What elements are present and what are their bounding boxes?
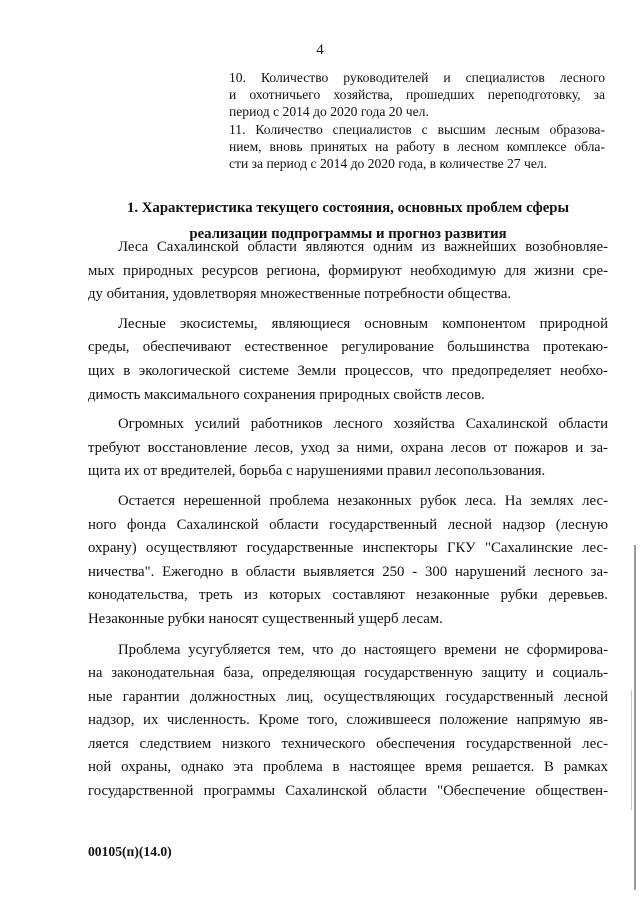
- text-line: ной охраны, однако эта проблема в настоящее время решается. В рамках: [88, 759, 608, 776]
- text-line: мых природных ресурсов региона, формируют необходимую для жизни сре-: [88, 262, 608, 279]
- text-line: на законодательная база, определяющая государственную защиту и социаль-: [88, 665, 608, 682]
- text-line: Леса Сахалинской области являются одним из важнейших возобновляе-: [118, 239, 608, 255]
- text-line: нием, вновь принятых на работу в лесном комплексе обла-: [229, 138, 605, 154]
- text-line: Лесные экосистемы, являющиеся основным компонентом природной: [118, 315, 608, 332]
- numbered-item: [229, 69, 605, 121]
- text-line: щита их от вредителей, борьба с нарушениями правил лесопользования.: [88, 463, 546, 480]
- text-line: государственной программы Сахалинской области "Обеспечение обществен-: [88, 783, 608, 800]
- text-line: и охотничьего хозяйства, прошедших переподготовку, за: [229, 87, 605, 103]
- text-line: период с 2014 до 2020 года 20 чел.: [229, 104, 429, 120]
- text-line: ные гарантии должностных лиц, осуществляющих государственный лесной: [88, 688, 608, 705]
- text-line: Проблема усугубляется тем, что до настоящего времени не сформирова-: [118, 641, 608, 658]
- text-line: 10. Количество руководителей и специалистов лесного: [229, 70, 605, 85]
- text-line: требуют восстановление лесов, уход за ними, охрана лесов от пожаров и за-: [88, 439, 608, 456]
- text-line: среды, обеспечивают естественное регулирование большинства протекаю-: [88, 339, 608, 356]
- paragraph: [88, 413, 608, 484]
- text-line: сти за период с 2014 до 2020 года, в количестве 27 чел.: [229, 156, 548, 172]
- paragraph: [88, 639, 608, 804]
- page-number: 4: [316, 42, 324, 58]
- paragraph: [88, 236, 608, 307]
- text-line: Остается нерешенной проблема незаконных рубок леса. На землях лес-: [118, 492, 608, 509]
- text-line: охрану) осуществляют государственные инспекторы ГКУ "Сахалинские лес-: [88, 540, 608, 557]
- text-line: Незаконные рубки наносят существенный ущерб лесам.: [88, 610, 443, 627]
- scan-edge-mark: [634, 545, 636, 890]
- document-code: 00105(п)(14.0): [88, 844, 172, 859]
- paragraph: [88, 490, 608, 632]
- text-line: ляется следствием низкого технического обеспечения государственной лес-: [88, 735, 608, 752]
- text-line: Огромных усилий работников лесного хозяйства Сахалинской области: [118, 416, 608, 433]
- text-line: ду обитания, удовлетворяя множественные потребности общества.: [88, 286, 512, 303]
- heading-line: 1. Характеристика текущего состояния, основных проблем сферы: [126, 200, 570, 216]
- text-line: щих в экологической системе Земли процессов, что предопределяет необхо-: [88, 362, 608, 379]
- text-line: 11. Количество специалистов с высшим лесным образова-: [229, 121, 605, 137]
- text-line: конодательства, треть из которых составляют незаконные рубки деревьев.: [88, 587, 608, 604]
- heading-line: реализации подпрограммы и прогноз развития: [189, 226, 507, 242]
- body-text: [88, 236, 608, 810]
- text-line: ного фонда Сахалинской области государственный лесной надзор (лесную: [88, 516, 608, 533]
- text-line: димость максимального сохранения природных свойств лесов.: [88, 386, 485, 403]
- intro-items: [229, 69, 605, 172]
- text-line: ничества". Ежегодно в области выявляется 250 - 300 нарушений лесного за-: [88, 563, 608, 580]
- scan-edge-mark: [631, 690, 632, 810]
- numbered-item: [229, 121, 605, 173]
- paragraph: [88, 313, 608, 407]
- text-line: надзор, их численность. Кроме того, сложившееся положение напрямую яв-: [88, 712, 608, 729]
